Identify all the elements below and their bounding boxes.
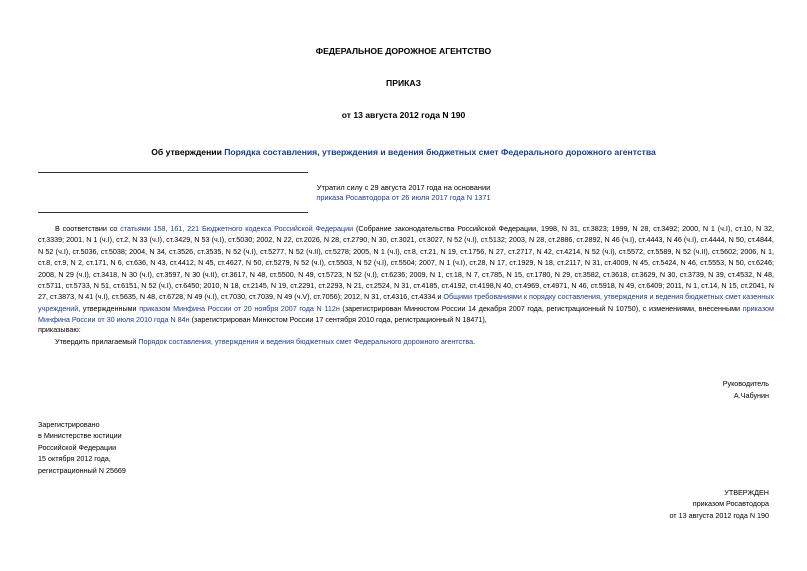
approved-block	[669, 487, 769, 521]
approved-line-2: приказом Росавтодора	[692, 499, 769, 509]
budget-code-link[interactable]: статьями 158, 161, 221 Бюджетного кодекса Российской Федерации	[120, 224, 354, 233]
registration-line-4: 15 октября 2012 года,	[38, 454, 111, 464]
agency-name: ФЕДЕРАЛЬНОЕ ДОРОЖНОЕ АГЕНТСТВО	[315, 46, 492, 56]
registration-line-3: Российской Федерации	[38, 442, 117, 452]
status-line-1: Утратил силу с 29 августа 2017 года на основании	[316, 183, 491, 192]
signature-position: Руководитель	[722, 379, 769, 388]
divider-top	[38, 172, 308, 173]
signature-name: А.Чабунин	[733, 390, 769, 400]
doc-type: ПРИКАЗ	[386, 78, 421, 88]
order-lead: Утвердить прилагаемый	[55, 337, 139, 346]
order-end: .	[473, 337, 476, 346]
registration-line-5: регистрационный N 25669	[38, 465, 126, 475]
minfin-order-84n-link[interactable]: приказом Минфина России от 30 июля 2010 года N 84н	[38, 303, 774, 325]
registration-line-2: в Министерстве юстиции	[38, 431, 122, 441]
procedure-link[interactable]: Порядок составления, утверждения и ведения бюджетных смет Федерального дорожного агентства	[138, 337, 474, 346]
registration-line-1: Зарегистрировано	[38, 420, 100, 429]
preamble-text-4: (зарегистрирован Минюстом России 17 сентября 2010 года, регистрационный N 18471),	[189, 315, 487, 325]
minfin-order-112n-link[interactable]: приказом Минфина России от 20 ноября 2007 года N 112н	[139, 303, 340, 313]
divider-bottom	[38, 212, 308, 213]
registration-block	[38, 419, 126, 476]
approved-line-1: УТВЕРЖДЕН	[724, 488, 769, 497]
status-link[interactable]: приказа Росавтодора от 26 июля 2017 года N 1371	[316, 193, 491, 203]
general-requirements-link[interactable]: Общими требованиями к порядку составления, утверждения и ведения бюджетных смет казенных учреждений	[38, 292, 774, 313]
doc-date-number: от 13 августа 2012 года N 190	[341, 110, 466, 120]
status-note	[0, 183, 807, 203]
order-paragraph	[38, 336, 774, 347]
title-prefix: Об утверждении	[151, 147, 225, 157]
doc-title	[0, 147, 807, 157]
preamble-citations: (Собрание законодательства Российской Федерации, 1998, N 31, ст.3823; 1999, N 28, ст.3492; 2000, N 1 (ч.I), ст.10, N 32, ст.3339; 2001, N 1 (ч.I), ст.2, N 33 (ч.I), ст.3429, N 53 (ч.I), ст.5030; 2002, N 22, ст.2026, N 28, ст.2790, N 30, ст.3021, ст.3027, N 52 (ч.I), ст.5132; 2003, N 28, ст.2886, ст.2892, N 46 (ч.I), ст.4443, N 46 (ч.I), ст.4444, N 50, ст.4844, N 52 (ч.I), ст.5036, ст.5038; 2004, N 34, ст.3526, ст.3535, N 52 (ч.I), ст.5277, N 52 (ч.II), ст.5278; 2005, N 1 (ч.I), ст.8, ст.21, N 19, ст.1756, N 27, ст.2717, N 42, ст.4214, N 52 (ч.I), ст.5572, ст.5589, N 52 (ч.II), ст.5602; 2006, N 1, ст.8, ст.9, N 2, ст.171, N 6, ст.636, N 43, ст.4412, N 45, ст.4627, N 50, ст.5279, N 52 (ч.I), ст.5503, N 52 (ч.I), ст.5504; 2007, N 1 (ч.I), ст.28, N 17, ст.1929, N 18, ст.2117, N 31, ст.4009, N 45, ст.5424, N 46, ст.5553, N 50, ст.6246; 2008, N 29 (ч.I), ст.3418, N 30 (ч.I), ст.3597, N 30 (ч.II), ст.3617, N 48, ст.5500, N 49, ст.5723, N 52 (ч.I), ст.6236; 2009, N 1, ст.18, N 7, ст.785, N 15, ст.1780, N 29, ст.3582, ст.3618, ст.3629, N 30, ст.3739, N 39, ст.4532, N 48, ст.5711, ст.5733, N 51, ст.6151, N 52 (ч.I), ст.6450; 2010, N 18, ст.2145, N 19, ст.2291, ст.2293, N 21, ст.2524, N 31, ст.4185, ст.4192, ст.4198,N 40, ст.4969, ст.4971, N 46, ст.5918, N 49, ст.6409; 2011, N 1, ст.14, N 15, ст.2041, N 27, ст.3873, N 41 (ч.I), ст.5635, N 48, ст.6728, N 49 (ч.I), ст.7030, ст.7039, N 49 (ч.V), ст.7056); 2012, N 31, ст.4316, ст.4334 и	[38, 224, 775, 302]
title-link[interactable]: Порядка составления, утверждения и ведения бюджетных смет Федерального дорожного агентства	[224, 147, 656, 157]
signature-block	[723, 378, 769, 401]
preamble-lead: В соответствии со	[55, 224, 121, 233]
preamble-text-3: (зарегистрирован Минюстом России 14 декабря 2007 года, регистрационный N 10750), с изменениями, внесенными	[339, 303, 743, 313]
order-word: приказываю:	[38, 325, 81, 334]
preamble-paragraph	[38, 223, 774, 326]
preamble-text-2: , утвержденными	[78, 303, 140, 313]
approved-line-3: от 13 августа 2012 года N 190	[669, 510, 769, 520]
